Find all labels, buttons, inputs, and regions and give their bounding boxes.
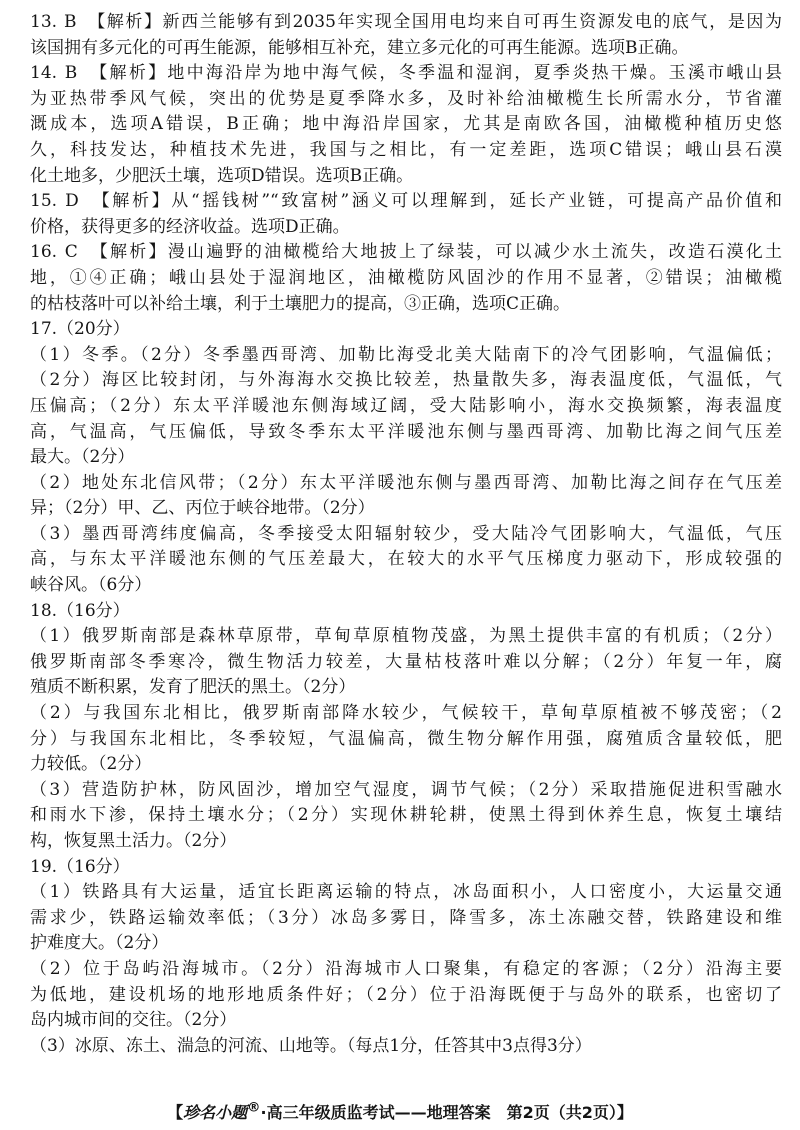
- text-line: 最大。（2分）: [30, 447, 135, 468]
- text-line: 殖质不断积累，发育了肥沃的黑土。（2分）: [30, 677, 356, 698]
- text-line: 异；（2分）甲、乙、丙位于峡谷地带。（2分）: [30, 498, 375, 519]
- registered-mark: ®: [247, 1100, 261, 1116]
- text-line: 地，①④正确；峨山县处于湿润地区，油橄榄防风固沙的作用不显著，②错误；油橄榄: [30, 267, 782, 288]
- text-line: 化土地多，少肥沃土壤，选项D错误。选项B正确。: [30, 165, 414, 186]
- text-line: （1）冬季。（2分）冬季墨西哥湾、加勒比海受北美大陆南下的冷气团影响，气温偏低；: [30, 344, 782, 365]
- text-line: 构，恢复黑土活力。（2分）: [30, 831, 237, 851]
- text-line: 护难度大。（2分）: [30, 933, 169, 954]
- text-line: 19.（16分）: [30, 856, 130, 877]
- text-line: （3）墨西哥湾纬度偏高，冬季接受太阳辐射较少，受大陆冷气团影响大，气温低，气压: [30, 523, 782, 544]
- text-line: （3）冰原、冻土、湍急的河流、山地等。（每点1分，任答其中3点得3分）: [30, 1035, 592, 1056]
- text-line: 高，与东太平洋暖池东侧的气压差最大，在较大的水平气压梯度力驱动下，形成较强的: [30, 549, 782, 570]
- page-footer: [0, 1100, 800, 1123]
- text-line: 18.（16分）: [30, 600, 130, 621]
- footer-text: ·高三年级质监考试——地理答案 第2页（共2页）: [260, 1103, 617, 1122]
- text-line: （2分）海区比较封闭，与外海海水交换比较差，热量散失多，海表温度低，气温低，气: [30, 370, 782, 391]
- text-line: 峡谷风。（6分）: [30, 575, 152, 596]
- text-line: （1）铁路具有大运量，适宜长距离运输的特点，冰岛面积小，人口密度小，大运量交通: [30, 882, 782, 903]
- footer-bracket-right: 】: [616, 1103, 633, 1122]
- text-line: 价格，获得更多的经济收益。选项D正确。: [30, 216, 350, 237]
- text-line: （2）与我国东北相比，俄罗斯南部降水较少，气候较干，草甸草原植被不够茂密；（2: [30, 703, 782, 724]
- text-line: 高，气温高，气压偏低，导致冬季东太平洋暖池东侧与墨西哥湾、加勒比海之间气压差: [30, 421, 782, 442]
- text-line: 力较低。（2分）: [30, 754, 152, 775]
- text-line: 14. B 【解析】地中海沿岸为地中海气候，冬季温和湿润，夏季炎热干燥。玉溪市峨山县: [30, 63, 782, 84]
- footer-bracket-left: 【: [167, 1103, 184, 1122]
- text-line: 16. C 【解析】漫山遍野的油橄榄给大地披上了绿装，可以减少水土流失，改造石漠化土: [30, 242, 782, 263]
- text-line: 和雨水下渗，保持土壤水分；（2分）实现休耕轮耕，使黑土得到休养生息，恢复土壤结: [30, 805, 782, 826]
- text-line: 为低地，建设机场的地形地质条件好；（2分）位于沿海既便于与岛外的联系，也密切了: [30, 984, 782, 1005]
- text-line: 岛内城市间的交往。（2分）: [30, 1010, 237, 1031]
- text-line: （1）俄罗斯南部是森林草原带，草甸草原植物茂盛，为黑土提供丰富的有机质；（2分）: [30, 626, 782, 647]
- text-line: （2）位于岛屿沿海城市。（2分）沿海城市人口聚集，有稳定的客源；（2分）沿海主要: [30, 958, 782, 979]
- text-line: 久，科技发达，种植技术先进，我国与之相比，有一定差距，选项C错误；峨山县石漠: [30, 139, 782, 160]
- text-line: （2）地处东北信风带；（2分）东太平洋暖池东侧与墨西哥湾、加勒比海之间存在气压差: [30, 472, 782, 493]
- text-line: 13. B 【解析】新西兰能够有到2035年实现全国用电均来自可再生资源发电的底气，是因为: [30, 12, 782, 32]
- brand-logo: 珍名小题: [183, 1103, 248, 1122]
- text-line: 15. D 【解析】从“摇钱树”“致富树”涵义可以理解到，延长产业链，可提高产品价值和: [30, 191, 782, 212]
- text-line: 压偏高；（2分）东太平洋暖池东侧海域辽阔，受大陆影响小，海水交换频繁，海表温度: [30, 395, 782, 416]
- text-line: 17.（20分）: [30, 319, 130, 340]
- answer-document: [30, 10, 782, 1059]
- text-line: 该国拥有多元化的可再生能源，能够相互补充，建立多元化的可再生能源。选项B正确。: [30, 37, 689, 58]
- text-line: 需求少，铁路运输效率低；（3分）冰岛多雾日，降雪多，冻土冻融交替，铁路建设和维: [30, 907, 782, 928]
- text-line: 溉成本，选项A错误，B正确；地中海沿岸国家，尤其是南欧各国，油橄榄种植历史悠: [30, 114, 782, 135]
- text-line: 俄罗斯南部冬季寒冷，微生物活力较差，大量枯枝落叶难以分解；（2分）年复一年，腐: [30, 651, 782, 672]
- text-line: 分）与我国东北相比，冬季较短，气温偏高，微生物分解作用强，腐殖质含量较低，肥: [30, 728, 782, 749]
- text-line: 为亚热带季风气候，突出的优势是夏季降水多，及时补给油橄榄生长所需水分，节省灌: [30, 88, 782, 109]
- text-line: （3）营造防护林，防风固沙，增加空气湿度，调节气候；（2分）采取措施促进积雪融水: [30, 779, 782, 800]
- text-line: 的枯枝落叶可以补给土壤，利于土壤肥力的提高，③正确，选项C正确。: [30, 293, 571, 314]
